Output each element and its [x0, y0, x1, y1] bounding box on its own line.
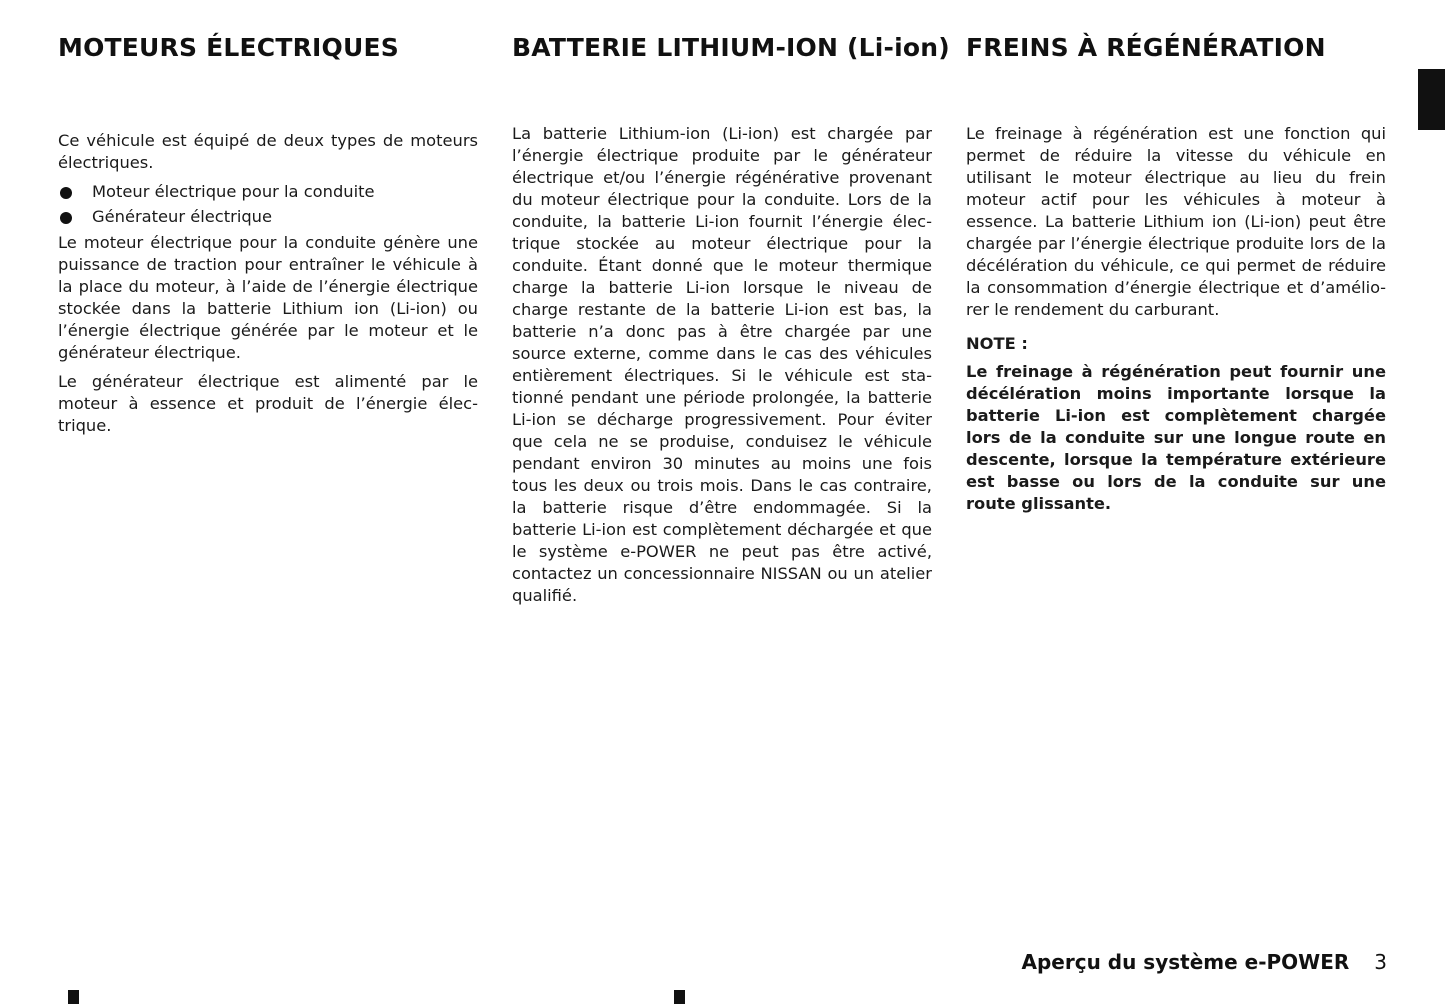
intro-paragraph: Ce véhicule est équipé de deux types de moteurs électriques.: [58, 131, 478, 172]
bullet-icon: [60, 212, 72, 224]
motor-types-list: [58, 181, 478, 228]
note-text: Le freinage à régénération peut fournir une décélération moins importante lorsque la batterie Li-ion est complètement chargée lors de la conduite sur une longue route en descente, lorsque la température extérieure est basse ou lors de la conduite sur une route glissante.: [966, 362, 1386, 513]
note-label: NOTE :: [966, 334, 1028, 353]
column-body: [58, 130, 478, 437]
heading-regenerative-brakes: FREINS À RÉGÉNÉRATION: [966, 33, 1326, 62]
page-number: 3: [1374, 950, 1387, 974]
paragraph: Le générateur électrique est alimenté par le moteur à essence et produit de l’énergie électrique.: [58, 372, 478, 435]
list-item: [58, 181, 478, 203]
column-body: [966, 123, 1386, 515]
section-tab-marker: [1418, 69, 1445, 130]
column-electric-motors: [58, 30, 478, 444]
paragraph: Le freinage à régénération est une fonction qui permet de réduire la vitesse du véhicule en utilisant le moteur électrique au lieu du frein moteur actif pour les véhicules à moteur à essence. La batterie Lithium ion (Li-ion) peut être chargée par l’énergie électrique produite lors de la décélération du véhicule, ce qui permet de réduire la consommation d’énergie électrique et d’améliorer le rendement du carburant.: [966, 124, 1386, 319]
page-footer: [1022, 950, 1388, 974]
crop-mark: [674, 990, 685, 1004]
column-regenerative-brakes: [966, 30, 1386, 522]
paragraph: La batterie Lithium-ion (Li-ion) est chargée par l’énergie électrique produite par le générateur électrique et/ou l’énergie régénérative provenant du moteur électrique pour la conduite. Lors de la conduite, la batterie Li-ion fournit l’énergie électrique stockée au moteur électrique pour la conduite. Étant donné que le moteur thermique charge la batterie Li-ion lorsque le niveau de charge restante de la batterie Li-ion est bas, la batterie n’a donc pas à être chargée par une source externe, comme dans le cas des véhicules entièrement électriques. Si le véhicule est stationné pendant une période prolongée, la batterie Li-ion se décharge progressivement. Pour éviter que cela ne se produise, conduisez le véhicule pendant environ 30 minutes au moins une fois tous les deux ou trois mois. Dans le cas contraire, la batterie risque d’être endommagée. Si la batterie Li-ion est complètement déchargée et que le système e-POWER ne peut pas être activé, contactez un concessionnaire NISSAN ou un atelier qualifié.: [512, 124, 932, 605]
column-li-ion-battery: [512, 30, 950, 614]
list-item-text: Moteur électrique pour la conduite: [92, 182, 375, 201]
heading-electric-motors: MOTEURS ÉLECTRIQUES: [58, 33, 399, 62]
paragraph: Le moteur électrique pour la conduite génère une puissance de traction pour entraîner le véhicule à la place du moteur, à l’aide de l’énergie électrique stockée dans la batterie Lithium ion (Li-ion) ou l’énergie électrique générée par le moteur et le générateur électrique.: [58, 233, 478, 362]
footer-section-title: Aperçu du système e-POWER: [1021, 950, 1350, 974]
bullet-icon: [60, 187, 72, 199]
crop-mark: [68, 990, 79, 1004]
heading-li-ion-battery: BATTERIE LITHIUM-ION (Li-ion): [512, 33, 950, 62]
list-item-text: Générateur électrique: [92, 207, 273, 226]
list-item: [58, 206, 478, 228]
column-body: [512, 123, 932, 607]
